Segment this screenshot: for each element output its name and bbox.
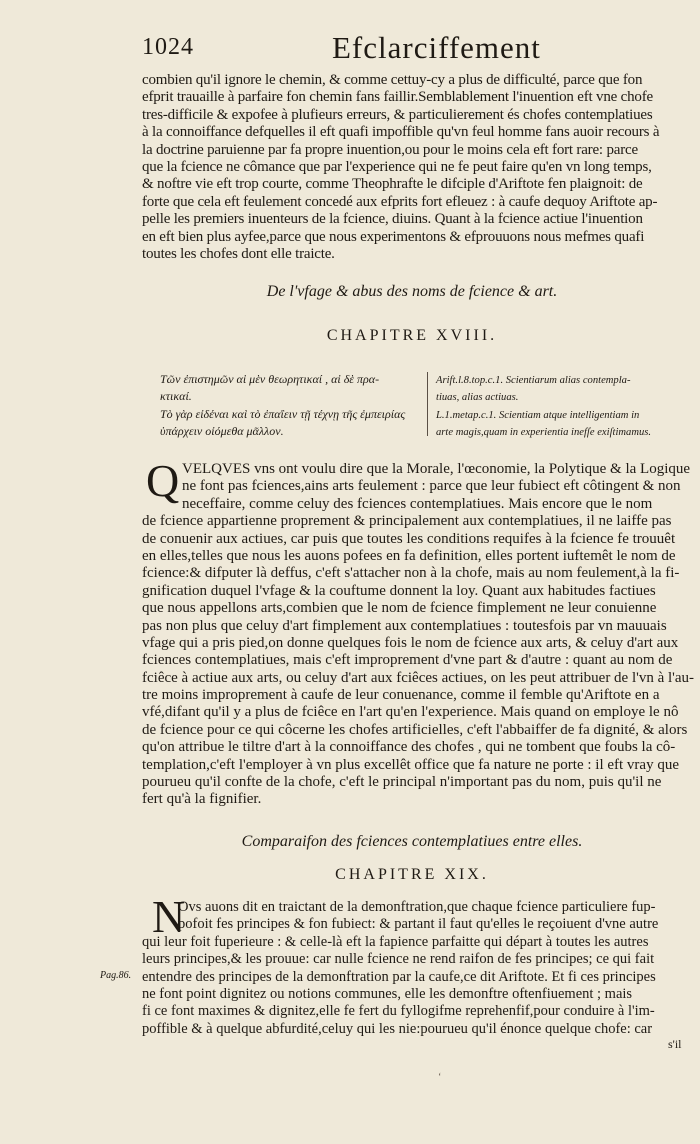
epigraph-divider: [427, 372, 428, 436]
text-line: gnification duquel l'vfage & la couftume donnent la loy. Quant aux habitudes factiues: [142, 582, 656, 599]
text-line: κτικαί.: [160, 389, 192, 404]
text-line: entendre des principes de la demonftration par la caufe,ce dit Ariftote. Et fi ces principes: [142, 968, 656, 985]
text-line: Ovs auons dit en traictant de la demonftration,que chaque fcience particuliere fup-: [178, 899, 656, 915]
text-line: de conuenir aux actiues, car puis que toutes les conditions requifes à la fcience fe trouuêt: [142, 530, 676, 547]
text-line: fcience:& difputer là deffus, c'eft s'attacher non à la chofe, mais au nom feulement,à la fi-: [142, 565, 680, 582]
text-line: pelle les premiers inuenteurs de la fcience, diuins. Quant à la fcience actiue l'inuention: [142, 211, 643, 228]
text-line: & noftre vie eft trop courte, comme Theophrafte le difciple d'Ariftote fen plaignoit: de: [142, 176, 643, 193]
signature-mark: ʻ: [438, 1072, 442, 1083]
text-line: vfé,difant qu'il y a plus de fciêce en l'art qu'en l'experience. Mais quand on employe le nô: [142, 704, 679, 721]
text-line: en elles,telles que nous les auons pofees en fa definition, elles portent iuftemêt le nom de: [142, 547, 676, 564]
section-title-19: Comparaifon des fciences contemplatiues entre elles.: [241, 833, 583, 850]
text-line: templation,c'eft l'employer à vn plus excellêt office que fa nature ne porte : il eft vray que: [142, 756, 679, 773]
epigraph-greek: [160, 371, 425, 441]
text-line: que nous appellons arts,combien que le nom de fcience fimplement ne leur conuienne: [142, 600, 657, 617]
text-line: Τὸ γὰρ εἰδέναι καὶ τὸ ἐπαΐειν τῇ τέχνῃ τῆς ἐμπειρίας: [160, 406, 406, 421]
text-line: ne font point dignitez ou notions communes, elle les demonftre oftenfiuement ; mais: [142, 985, 633, 1002]
text-line: à la connoiffance defquelles il eft quafi impoffible qu'vn feul homme fans auoir recours à: [142, 124, 660, 141]
catchword: s'il: [668, 1037, 682, 1051]
text-line: efprit trauaille à parfaire fon chemin fans faillir.Semblablement l'inuention eft vne chofe: [142, 89, 653, 106]
text-line: leurs principes,& les prouue: car nulle fcience ne rend raifon de fes principes; ce qui fait: [142, 951, 655, 968]
text-line: en eft bien plus ayfee,parce que nous experimentons & efprouuons nous mefmes quafi: [142, 228, 645, 245]
page-number: 1024: [142, 34, 194, 60]
section-title-18: De l'vfage & abus des noms de fcience & art.: [266, 283, 558, 300]
epigraph-latin: [436, 372, 684, 442]
text-line: neceffaire, comme celuy des fciences contemplatiues. Mais encore que le nom: [182, 495, 653, 512]
margin-note: Pag.86.: [100, 970, 132, 981]
text-line: ne font pas fciences,ains arts feulement : parce que leur fubiect eft côtingent & non: [182, 478, 681, 495]
intro-paragraph: [142, 72, 682, 263]
text-line: tres-difficile & expofee à plufieurs erreurs, & particulierement és chofes contemplatiues: [142, 106, 653, 123]
text-line: tre moins improprement à caufe de leur conuenance, comme il femble qu'Ariftote en a: [142, 687, 660, 704]
text-line: Arift.l.8.top.c.1. Scientiarum alias contempla-: [436, 375, 631, 386]
text-line: pourueu qu'il confte de la chofe, c'eft le principal n'important pas du nom, puis qu'il ne: [142, 774, 662, 791]
text-line: forte que cela eft feulement concedé aux efprits fort efleuez : à caufe dequoy Ariftote ap-: [142, 193, 658, 210]
page-header: [142, 30, 662, 70]
chapter-heading-19: CHAPITRE XIX.: [335, 866, 489, 883]
text-line: vfage qui a pris pied,on donne quelques fois le nom de fcience aux arts, & celuy d'art aux: [142, 634, 679, 651]
text-line: arte magis,quam in experientia inefſe exiſtimamus.: [436, 427, 652, 439]
text-line: toutes les chofes dont elle traicte.: [142, 245, 335, 262]
text-line: pas non plus que celuy d'art fimplement aux contemplatiues : toutesfois par vn mauuais: [142, 617, 667, 634]
chapter-19-body: [142, 899, 682, 1038]
text-line: qu'on attribue le tiltre d'art à la connoiffance des chofes , qui ne tombent que foubs la cô-: [142, 739, 676, 756]
text-line: de fcience appartienne proprement & principalement aux contemplatiues, il ne laiffe pas: [142, 513, 672, 530]
dropcap-q: Q: [146, 455, 180, 506]
text-line: qui leur foit fuperieure : & celle-là eft la fapience parfaitte qui départ à toutes les autres: [142, 933, 649, 950]
text-line: combien qu'il ignore le chemin, & comme cettuy-cy a plus de difficulté, parce que fon: [142, 72, 643, 88]
text-line: fciêce à actiue aux arts, ou celuy d'art aux fciêces actiues, on les peut attribuer de l'vn à l'au-: [142, 669, 695, 686]
text-line: fert qu'à la fignifier.: [142, 791, 262, 808]
text-line: pofoit fes principes & fon fubiect: & partant il faut qu'elles le reçoiuent d'vne autre: [178, 916, 659, 933]
text-line: L.1.metap.c.1. Scientiam atque intelligentiam in: [436, 409, 640, 421]
text-line: la doctrine paruienne par fa propre inuention,ou pour le moins cela eft fort rare: parce: [142, 141, 638, 158]
running-title: Efclarciffement: [332, 30, 541, 65]
text-line: Τῶν ἐπιστημῶν αἱ μὲν θεωρητικαί , αἱ δὲ πρα-: [160, 372, 380, 386]
text-line: tiuas, alias actiuas.: [436, 392, 519, 404]
text-line: de fcience pour ce qui côcerne les chofes artificielles, c'eft l'abbaiffer de fa dignité, & alors: [142, 721, 688, 738]
text-line: poffible & à quelque abfurdité,celuy qui les nie:pourueu qu'il énonce quelque chofe: car: [142, 1020, 653, 1037]
text-line: VELQVES vns ont voulu dire que la Morale, l'œconomie, la Polytique & la Logique: [182, 461, 691, 477]
chapter-18-body: [142, 461, 695, 809]
dropcap-n: N: [152, 891, 186, 942]
chapter-heading-18: CHAPITRE XVIII.: [326, 327, 498, 344]
text-line: fi ce font maximes & dignitez,elle fe fert du fyllogifme reprehenfif,pour conduire à l'im-: [142, 1003, 655, 1020]
text-line: ὑπάρχειν οἰόμεθα μᾶλλον.: [160, 424, 284, 439]
text-line: que la fcience ne cômance que par l'experience qui ne fe peut faire qu'en vn long temps,: [142, 158, 652, 175]
text-line: fciences contemplatiues, mais c'eft improprement d'vne part & d'autre : quant au nom de: [142, 652, 673, 669]
